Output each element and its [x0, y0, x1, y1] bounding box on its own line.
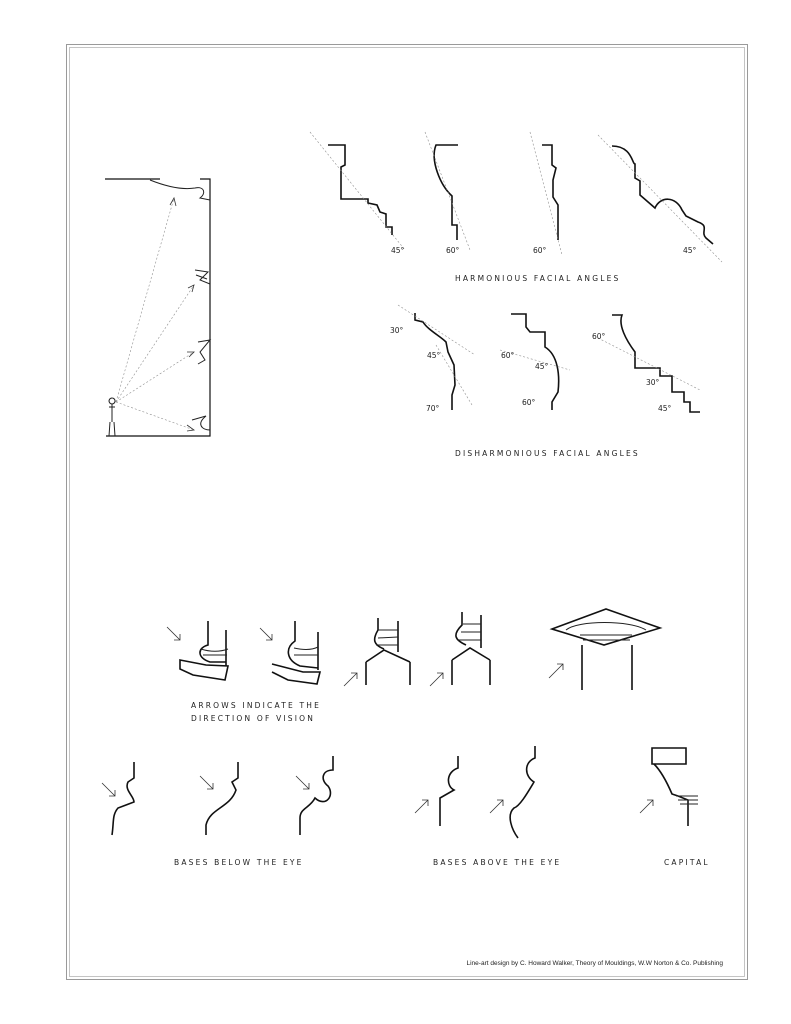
harmonious-mouldings	[310, 132, 722, 262]
angle-label-d3b: 30°	[646, 378, 660, 387]
angle-label-h4: 45°	[683, 246, 697, 255]
caption-bases-below: BASES BELOW THE EYE	[174, 858, 304, 867]
angle-label-d2a: 60°	[501, 351, 515, 360]
angle-label-d3a: 60°	[592, 332, 606, 341]
credit-line: Line-art design by C. Howard Walker, Theory of Mouldings, W.W Norton & Co. Publishing	[466, 960, 723, 967]
angle-label-d2b: 45°	[535, 362, 549, 371]
base-profiles	[102, 746, 698, 838]
angle-label-d1a: 30°	[390, 326, 404, 335]
caption-bases-above: BASES ABOVE THE EYE	[433, 858, 562, 867]
angle-label-h3: 60°	[533, 246, 547, 255]
caption-disharmonious: DISHARMONIOUS FACIAL ANGLES	[455, 449, 640, 458]
caption-arrows-line1: ARROWS INDICATE THE	[191, 701, 322, 710]
angle-label-h1: 45°	[391, 246, 405, 255]
angle-label-d2c: 60°	[522, 398, 536, 407]
angle-label-d1b: 45°	[427, 351, 441, 360]
angle-label-d1c: 70°	[426, 404, 440, 413]
angle-label-h2: 60°	[446, 246, 460, 255]
perspective-bases	[167, 609, 660, 690]
disharmonious-mouldings	[398, 305, 700, 412]
caption-arrows-line2: DIRECTION OF VISION	[191, 714, 316, 723]
caption-capital: CAPITAL	[664, 858, 710, 867]
angle-label-d3c: 45°	[658, 404, 672, 413]
caption-harmonious: HARMONIOUS FACIAL ANGLES	[455, 274, 621, 283]
wall-elevation-diagram	[105, 179, 210, 436]
